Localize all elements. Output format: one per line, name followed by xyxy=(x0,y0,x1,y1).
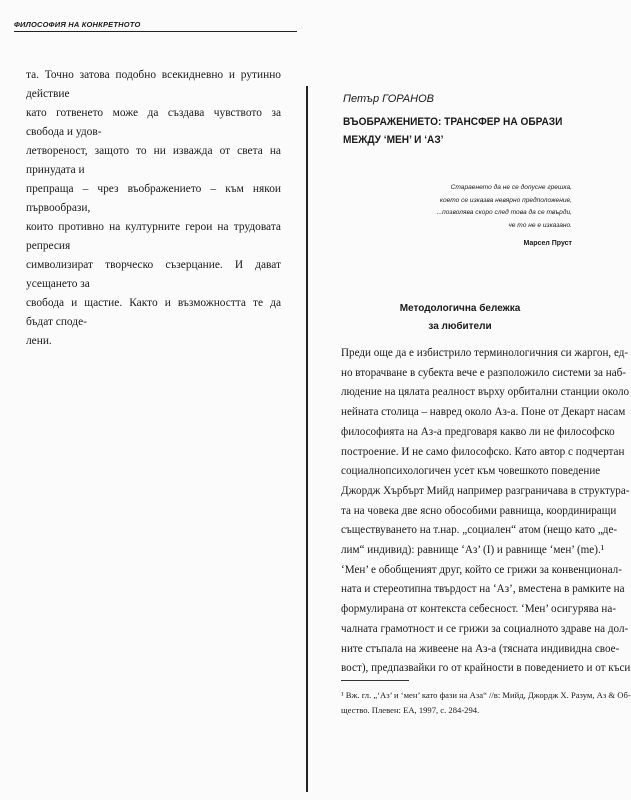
epigraph-line: Стараенето да не се допусне грешка, xyxy=(450,184,572,191)
epigraph xyxy=(400,182,572,232)
body-line: ните стъпала на живеене на Аз-а (тясната индивидна свое- xyxy=(341,641,620,655)
left-line: като готвенето може да създава чувството за свобода и удов- xyxy=(26,107,281,138)
body-line: социалнопсихологичен усет към човешкото поведение xyxy=(341,464,601,478)
body-line: нейната столица – навред около Аз-а. Поне от Декарт насам xyxy=(341,405,626,419)
left-line: лени. xyxy=(26,335,52,347)
left-line: препраща – чрез въображението – към някои първообрази, xyxy=(26,183,281,214)
epigraph-author: Марсел Пруст xyxy=(523,240,572,247)
left-line: та. Точно затова подобно всекидневно и рутинно действие xyxy=(26,69,281,100)
body-line: построение. И не само философско. Като автор с подчертан xyxy=(341,444,625,458)
body-line: вост), предпазвайки го от крайности в поведението и от къси xyxy=(341,661,631,675)
body-line: съществуването на т.нар. „социален“ атом (нещо като „де- xyxy=(341,523,618,537)
body-line: формулирана от контекста себесност. ‘Мен’ осигурява на- xyxy=(341,602,617,616)
body-line: та на човека две ясно обособими равнища, координиращи xyxy=(341,503,617,517)
section-heading-line-1: Методологична бележка xyxy=(399,303,521,314)
body-line: Джордж Хърбърт Мийд например разграничава в структура- xyxy=(341,483,630,497)
body-line: ната и стереотипна твърдост на ‘Аз’, вместена в рамките на xyxy=(341,582,625,596)
epigraph-line: ...позволява скоро след това да се твърди, xyxy=(436,209,572,216)
body-line: лим“ индивид): равнище ‘Аз’ (I) и равнище ‘мен’ (me).¹ xyxy=(341,543,605,557)
footnote-rule xyxy=(341,680,409,681)
right-page-body xyxy=(341,343,631,678)
epigraph-line: че то не е изказано. xyxy=(508,221,572,229)
section-heading-line-2: за любители xyxy=(428,321,492,332)
footnote-line-2: щество. Плевен: ЕА, 1997, с. 284-294. xyxy=(341,705,480,715)
left-line: които противно на културните герои на трудовата репресия xyxy=(26,221,281,252)
body-line: чалната грамотност и се грижи за социалното здраве на дол- xyxy=(341,621,629,635)
left-page-paragraph xyxy=(26,66,281,351)
left-line: свобода и щастие. Както и възможността те да бъдат споде- xyxy=(26,297,281,328)
left-line: летвореност, защото то ни изважда от света на принудата и xyxy=(26,145,281,176)
left-line: символизират творческо съзерцание. И дават усещането за xyxy=(26,259,281,290)
running-head: ФИЛОСОФИЯ НА КОНКРЕТНОТО xyxy=(14,20,141,29)
body-line: но вторачване в субекта вече е разположило системи за наб- xyxy=(341,365,627,379)
header-rule xyxy=(14,31,297,32)
title-line-2: МЕЖДУ ‘МЕН’ И ‘АЗ’ xyxy=(343,134,444,146)
article-title xyxy=(343,113,564,149)
title-line-1: ВЪОБРАЖЕНИЕТО: ТРАНСФЕР НА ОБРАЗИ xyxy=(343,116,563,128)
footnote xyxy=(341,688,631,718)
epigraph-line: което се изказва невярно предположение, xyxy=(439,196,572,204)
footnote-line-1: ¹ Вж. гл. „‘Аз’ и ‘мен’ като фази на Аза“ //в: Мийд, Джордж Х. Разум, Аз & Об- xyxy=(341,690,631,700)
body-line: Преди още да е избистрило терминологичния си жаргон, ед- xyxy=(341,346,629,359)
body-line: философията на Аз-а предговаря какво ли не философско xyxy=(341,424,615,438)
body-line: людение на цялата реалност върху орбитални станции около xyxy=(341,385,630,399)
section-heading xyxy=(340,300,580,336)
gutter-rule xyxy=(306,86,308,792)
body-line: ‘Мен’ е обобщеният друг, който се грижи за конвенционал- xyxy=(341,562,622,576)
article-author: Петър ГОРАНОВ xyxy=(343,93,434,105)
